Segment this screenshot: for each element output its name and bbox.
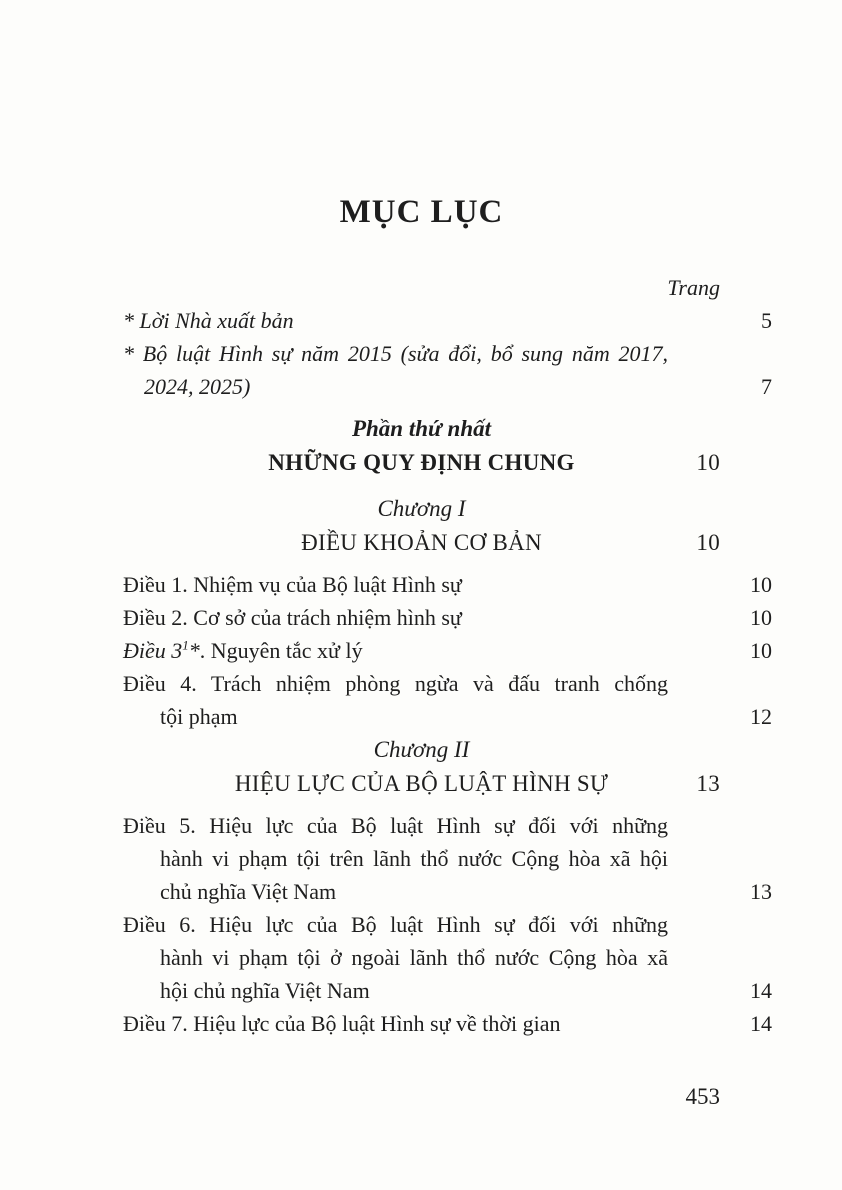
toc-entry-line: * Bộ luật Hình sự năm 2015 (sửa đổi, bổ sung năm 2017, bbox=[123, 341, 668, 366]
article-3-star: * bbox=[188, 638, 200, 663]
toc-entry-line: * Lời Nhà xuất bản bbox=[123, 308, 294, 333]
entry-page-number: 12 bbox=[750, 704, 772, 729]
toc-entry-line: Điều 6. Hiệu lực của Bộ luật Hình sự đối với những bbox=[123, 912, 668, 937]
article-3-italic-label: Điều 3 bbox=[123, 638, 183, 663]
heading-page-number: 10 bbox=[696, 450, 720, 475]
toc-entry-line: 2024, 2025) bbox=[144, 374, 251, 399]
toc-entry-line: hành vi phạm tội ở ngoài lãnh thổ nước Cộng hòa xã bbox=[160, 945, 668, 970]
heading-page-number: 13 bbox=[696, 771, 720, 796]
toc-entry-article-3 bbox=[123, 634, 772, 667]
toc-entry-article-2 bbox=[123, 601, 772, 634]
toc-entry-line bbox=[123, 634, 668, 667]
entry-page-number: 13 bbox=[750, 879, 772, 904]
page-column-header: Trang bbox=[667, 275, 720, 300]
entry-page-number: 14 bbox=[750, 1011, 772, 1036]
footer-page-number: 453 bbox=[685, 1084, 720, 1109]
toc-entry-line: Điều 1. Nhiệm vụ của Bộ luật Hình sự bbox=[123, 572, 462, 597]
toc-entry-line: tội phạm bbox=[160, 704, 238, 729]
toc-entry-line: chủ nghĩa Việt Nam bbox=[160, 879, 337, 904]
toc-entry-article-7 bbox=[123, 1007, 772, 1040]
chapter-title bbox=[123, 767, 720, 801]
entry-page-number: 7 bbox=[761, 374, 772, 399]
toc-entry-line: Điều 2. Cơ sở của trách nhiệm hình sự bbox=[123, 605, 462, 630]
entry-page-number: 5 bbox=[761, 308, 772, 333]
entry-page-number: 14 bbox=[750, 978, 772, 1003]
chapter-label: Chương I bbox=[377, 496, 466, 521]
toc-entry-article-6 bbox=[123, 908, 772, 1007]
chapter-title bbox=[123, 526, 720, 560]
article-3-footnote-mark: 1 bbox=[182, 637, 189, 653]
toc-entry-line: Điều 5. Hiệu lực của Bộ luật Hình sự đối với những bbox=[123, 813, 668, 838]
heading-page-number: 10 bbox=[696, 530, 720, 555]
part-label: Phần thứ nhất bbox=[351, 416, 492, 441]
article-3-title-text: . Nguyên tắc xử lý bbox=[199, 638, 363, 663]
toc-entry-bo-luat-hinh-su bbox=[123, 337, 772, 403]
toc-entry-line: Điều 7. Hiệu lực của Bộ luật Hình sự về thời gian bbox=[123, 1011, 561, 1036]
toc-entry-article-1 bbox=[123, 568, 772, 601]
chapter-label: Chương II bbox=[373, 737, 470, 762]
toc-entry-line: hành vi phạm tội trên lãnh thổ nước Cộng hòa xã hội bbox=[160, 846, 668, 871]
toc-entry-article-5 bbox=[123, 809, 772, 908]
toc-entry-loi-nha-xuat-ban bbox=[123, 304, 772, 337]
entry-page-number: 10 bbox=[750, 572, 772, 597]
chapter-title-text: ĐIỀU KHOẢN CƠ BẢN bbox=[301, 530, 542, 555]
toc-content bbox=[123, 0, 772, 1040]
chapter-title-text: HIỆU LỰC CỦA BỘ LUẬT HÌNH SỰ bbox=[234, 771, 609, 796]
toc-entry-article-4 bbox=[123, 667, 772, 733]
toc-entry-line: Điều 4. Trách nhiệm phòng ngừa và đấu tranh chống bbox=[123, 671, 668, 696]
page-title: MỤC LỤC bbox=[339, 194, 504, 230]
entry-page-number: 10 bbox=[750, 605, 772, 630]
part-title-text: NHỮNG QUY ĐỊNH CHUNG bbox=[268, 450, 575, 475]
toc-entry-line: hội chủ nghĩa Việt Nam bbox=[160, 978, 370, 1003]
entry-page-number: 10 bbox=[750, 638, 772, 663]
part-title bbox=[123, 446, 720, 480]
